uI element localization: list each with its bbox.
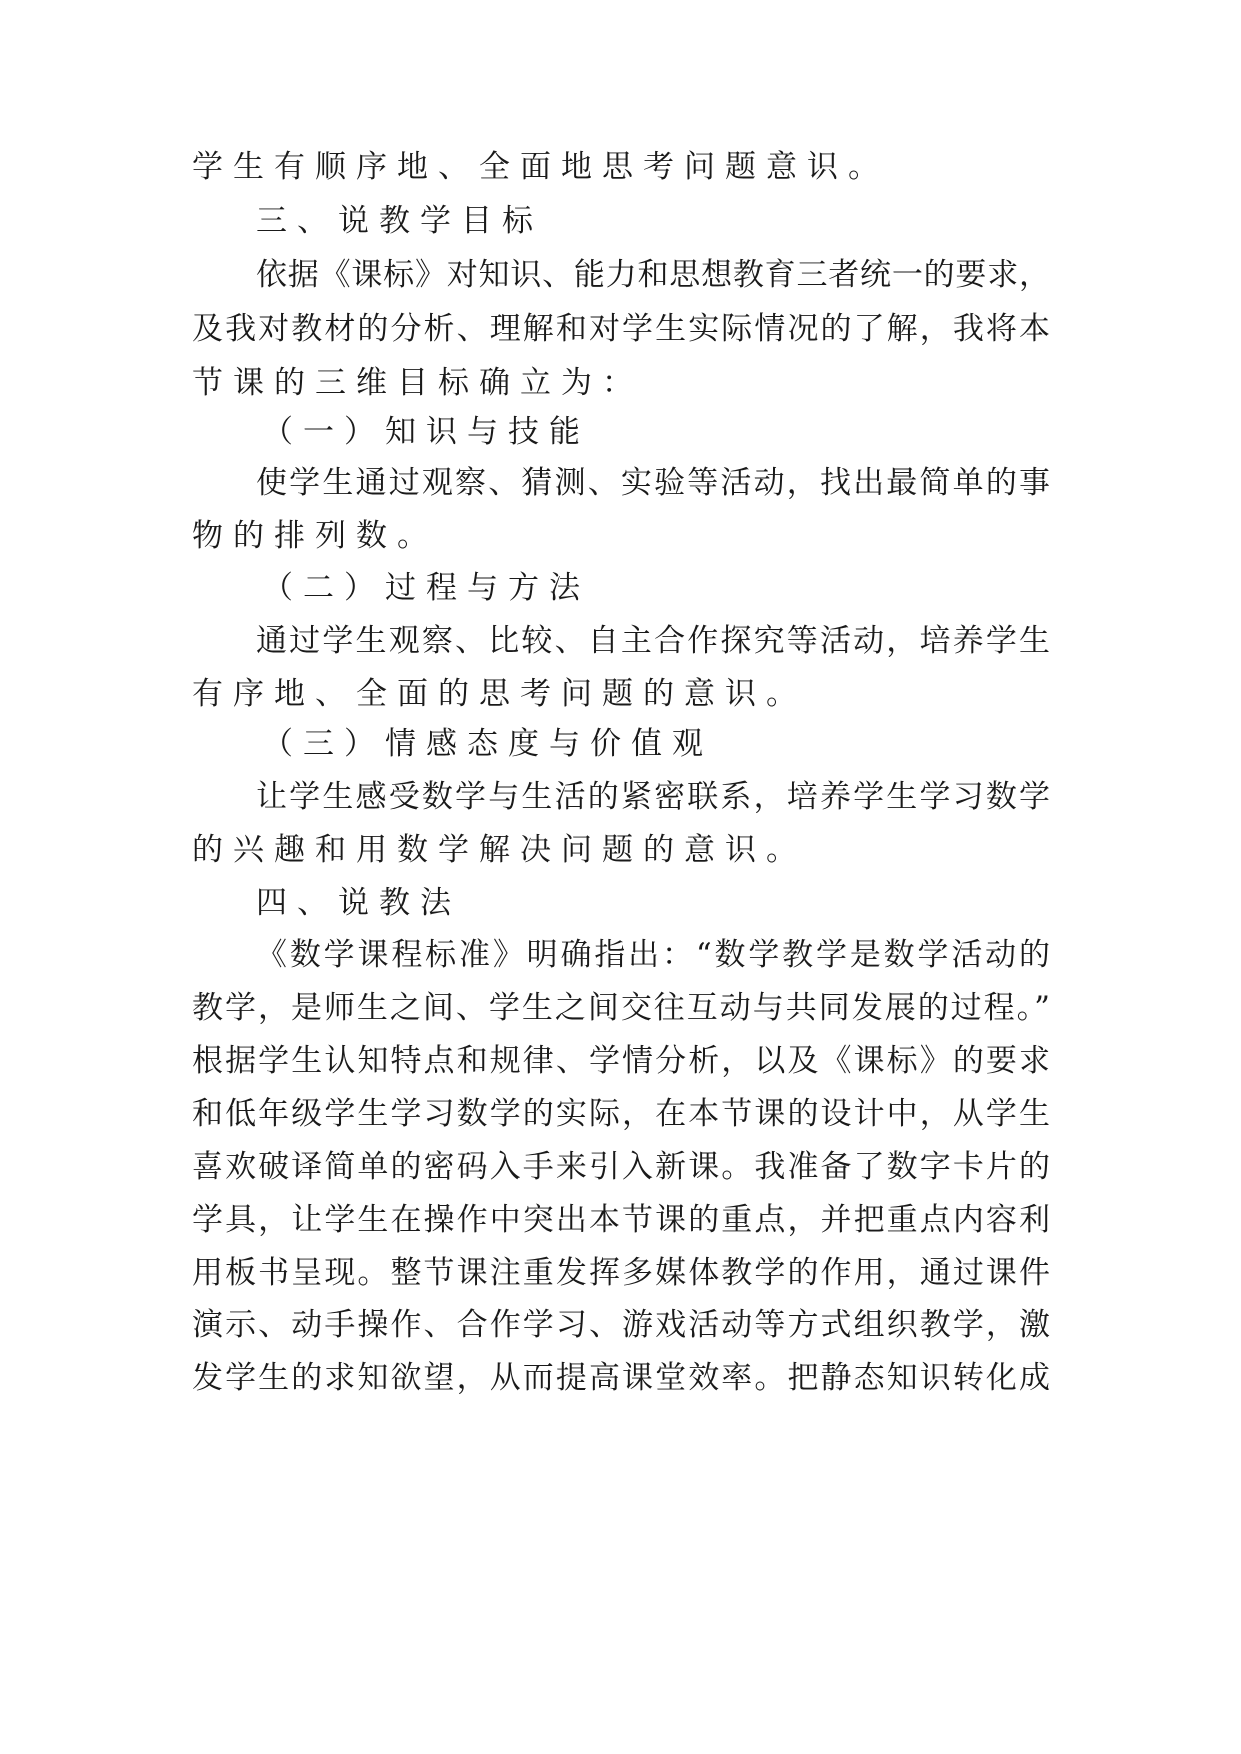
paragraph-line: 通过学生观察、比较、自主合作探究等活动，培养学生 [256,623,1050,659]
paragraph-line: 及我对教材的分析、理解和对学生实际情况的了解，我将本 [192,311,1050,347]
paragraph-line: 让学生感受数学与生活的紧密联系，培养学生学习数学 [256,779,1050,815]
paragraph-line: 用板书呈现。整节课注重发挥多媒体教学的作用，通过课件 [192,1255,1050,1291]
paragraph-line: 喜欢破译简单的密码入手来引入新课。我准备了数字卡片的 [192,1149,1050,1185]
section-heading: 三、说教学目标 [256,203,543,239]
subsection-heading: （三）情感态度与价值观 [262,726,713,762]
paragraph-line: 根据学生认知特点和规律、学情分析，以及《课标》的要求 [192,1043,1050,1079]
paragraph-line: 使学生通过观察、猜测、实验等活动，找出最简单的事 [256,465,1050,501]
paragraph-line: 的兴趣和用数学解决问题的意识。 [192,832,807,868]
paragraph-line: 和低年级学生学习数学的实际，在本节课的设计中，从学生 [192,1096,1050,1132]
paragraph-line: 学具，让学生在操作中突出本节课的重点，并把重点内容利 [192,1202,1050,1238]
paragraph-line: 有序地、全面的思考问题的意识。 [192,676,807,712]
section-heading: 四、说教法 [256,885,461,921]
paragraph-line: 学生有顺序地、全面地思考问题意识。 [192,149,889,185]
paragraph-line: 依据《课标》对知识、能力和思想教育三者统一的要求， [256,257,1050,293]
paragraph-line: 节课的三维目标确立为： [192,365,643,401]
paragraph-line: 发学生的求知欲望，从而提高课堂效率。把静态知识转化成 [192,1360,1050,1396]
paragraph-line: 教学，是师生之间、学生之间交往互动与共同发展的过程。” [192,990,1050,1026]
paragraph-line: 物的排列数。 [192,518,438,554]
paragraph-line: 《数学课程标准》明确指出：“数学教学是数学活动的 [256,937,1050,973]
subsection-heading: （二）过程与方法 [262,570,590,606]
subsection-heading: （一）知识与技能 [262,414,590,450]
paragraph-line: 演示、动手操作、合作学习、游戏活动等方式组织教学，激 [192,1307,1050,1343]
